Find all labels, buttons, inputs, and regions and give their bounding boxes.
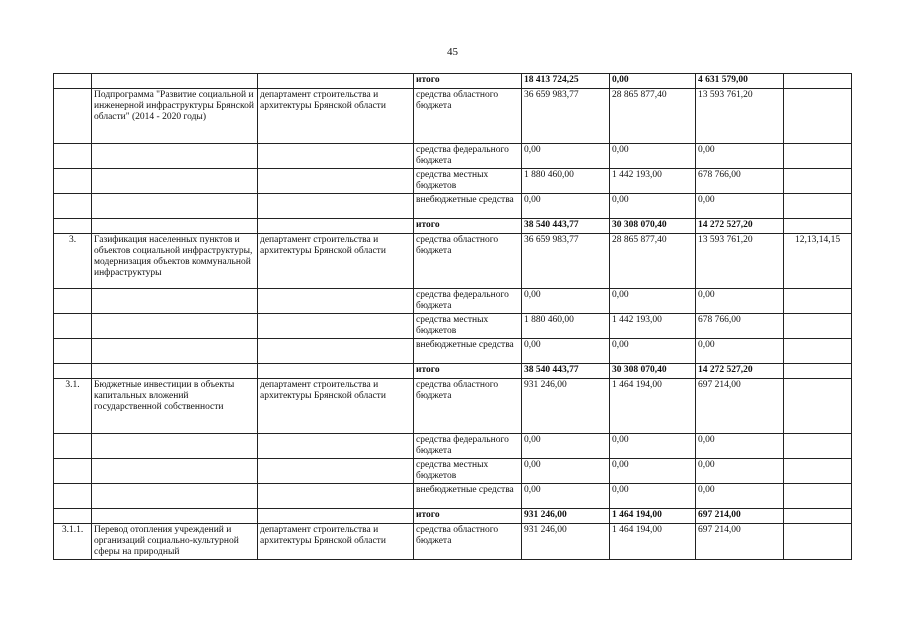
table-row <box>54 169 852 194</box>
cell-executor <box>258 169 414 194</box>
table-row <box>54 379 852 434</box>
cell-name <box>92 314 258 339</box>
cell-num: 3.1. <box>54 379 92 434</box>
cell-year2019: 0,00 <box>610 484 696 509</box>
cell-name: Перевод отопления учреждений и организаций социально-культурной сферы на природный <box>92 524 258 560</box>
cell-year2018: 931 246,00 <box>522 509 610 524</box>
table-row <box>54 434 852 459</box>
cell-year2019: 1 442 193,00 <box>610 169 696 194</box>
cell-indicators <box>784 524 852 560</box>
cell-indicators <box>784 364 852 379</box>
cell-indicators <box>784 379 852 434</box>
cell-name: Подпрограмма "Развитие социальной и инженерной инфраструктуры Брянской области" (2014 - 2020 годы) <box>92 89 258 144</box>
cell-indicators <box>784 144 852 169</box>
cell-name <box>92 194 258 219</box>
cell-source: итого <box>414 364 522 379</box>
cell-year2018: 0,00 <box>522 484 610 509</box>
cell-num <box>54 89 92 144</box>
cell-year2020: 678 766,00 <box>696 169 784 194</box>
cell-year2019: 0,00 <box>610 289 696 314</box>
cell-year2020: 0,00 <box>696 144 784 169</box>
cell-year2019: 1 464 194,00 <box>610 379 696 434</box>
cell-year2019: 0,00 <box>610 339 696 364</box>
table-row <box>54 484 852 509</box>
cell-executor: департамент строительства и архитектуры Брянской области <box>258 234 414 289</box>
cell-source: средства федерального бюджета <box>414 289 522 314</box>
cell-year2018: 0,00 <box>522 434 610 459</box>
cell-executor <box>258 484 414 509</box>
cell-indicators <box>784 89 852 144</box>
cell-num <box>54 364 92 379</box>
table-row <box>54 219 852 234</box>
cell-year2019: 0,00 <box>610 434 696 459</box>
cell-name <box>92 434 258 459</box>
cell-executor <box>258 459 414 484</box>
table-row <box>54 89 852 144</box>
cell-num <box>54 169 92 194</box>
cell-source: итого <box>414 219 522 234</box>
cell-source: средства местных бюджетов <box>414 169 522 194</box>
cell-year2018: 931 246,00 <box>522 379 610 434</box>
cell-year2020: 697 214,00 <box>696 379 784 434</box>
cell-indicators <box>784 509 852 524</box>
cell-year2018: 0,00 <box>522 144 610 169</box>
cell-year2018: 0,00 <box>522 194 610 219</box>
cell-executor: департамент строительства и архитектуры Брянской области <box>258 379 414 434</box>
cell-name <box>92 289 258 314</box>
cell-year2019: 28 865 877,40 <box>610 234 696 289</box>
cell-executor <box>258 194 414 219</box>
cell-name <box>92 74 258 89</box>
cell-year2019: 28 865 877,40 <box>610 89 696 144</box>
cell-indicators <box>784 339 852 364</box>
cell-num <box>54 74 92 89</box>
cell-executor <box>258 314 414 339</box>
cell-year2020: 0,00 <box>696 459 784 484</box>
table-row <box>54 339 852 364</box>
cell-year2020: 678 766,00 <box>696 314 784 339</box>
cell-year2018: 0,00 <box>522 459 610 484</box>
cell-year2019: 0,00 <box>610 194 696 219</box>
table-row <box>54 509 852 524</box>
cell-source: средства федерального бюджета <box>414 144 522 169</box>
cell-source: внебюджетные средства <box>414 194 522 219</box>
cell-indicators <box>784 434 852 459</box>
cell-year2020: 13 593 761,20 <box>696 89 784 144</box>
table-row <box>54 234 852 289</box>
table-row <box>54 194 852 219</box>
cell-source: средства областного бюджета <box>414 524 522 560</box>
cell-indicators <box>784 74 852 89</box>
cell-year2018: 18 413 724,25 <box>522 74 610 89</box>
cell-year2020: 13 593 761,20 <box>696 234 784 289</box>
cell-num <box>54 434 92 459</box>
cell-executor <box>258 434 414 459</box>
cell-executor <box>258 509 414 524</box>
cell-num <box>54 509 92 524</box>
cell-name <box>92 219 258 234</box>
cell-year2019: 0,00 <box>610 144 696 169</box>
cell-year2020: 0,00 <box>696 339 784 364</box>
cell-source: итого <box>414 509 522 524</box>
cell-indicators <box>784 314 852 339</box>
table-row <box>54 314 852 339</box>
cell-source: внебюджетные средства <box>414 484 522 509</box>
cell-executor <box>258 339 414 364</box>
cell-name <box>92 144 258 169</box>
cell-executor <box>258 289 414 314</box>
cell-executor <box>258 74 414 89</box>
cell-year2020: 0,00 <box>696 289 784 314</box>
cell-name: Газификация населенных пунктов и объектов социальной инфраструктуры, модернизация объектов коммунальной инфраструктуры <box>92 234 258 289</box>
table-row <box>54 144 852 169</box>
cell-name <box>92 364 258 379</box>
cell-num <box>54 194 92 219</box>
cell-year2018: 931 246,00 <box>522 524 610 560</box>
cell-source: средства местных бюджетов <box>414 314 522 339</box>
cell-num <box>54 219 92 234</box>
cell-year2018: 1 880 460,00 <box>522 314 610 339</box>
cell-year2019: 30 308 070,40 <box>610 219 696 234</box>
cell-year2019: 0,00 <box>610 459 696 484</box>
cell-year2018: 36 659 983,77 <box>522 89 610 144</box>
cell-year2018: 38 540 443,77 <box>522 364 610 379</box>
cell-name <box>92 169 258 194</box>
cell-indicators <box>784 219 852 234</box>
cell-year2018: 0,00 <box>522 289 610 314</box>
page-number: 45 <box>447 46 458 58</box>
cell-num <box>54 459 92 484</box>
cell-name <box>92 484 258 509</box>
cell-name <box>92 339 258 364</box>
cell-indicators <box>784 169 852 194</box>
cell-year2020: 0,00 <box>696 484 784 509</box>
cell-num <box>54 144 92 169</box>
cell-indicators <box>784 289 852 314</box>
cell-year2019: 1 464 194,00 <box>610 509 696 524</box>
cell-source: внебюджетные средства <box>414 339 522 364</box>
cell-year2018: 36 659 983,77 <box>522 234 610 289</box>
cell-source: средства областного бюджета <box>414 234 522 289</box>
cell-year2020: 4 631 579,00 <box>696 74 784 89</box>
cell-year2020: 697 214,00 <box>696 524 784 560</box>
cell-year2019: 1 442 193,00 <box>610 314 696 339</box>
table-row <box>54 459 852 484</box>
cell-year2018: 38 540 443,77 <box>522 219 610 234</box>
cell-year2020: 697 214,00 <box>696 509 784 524</box>
cell-year2020: 14 272 527,20 <box>696 219 784 234</box>
cell-name: Бюджетные инвестиции в объекты капитальных вложений государственной собственности <box>92 379 258 434</box>
cell-source: итого <box>414 74 522 89</box>
cell-source: средства областного бюджета <box>414 379 522 434</box>
cell-executor <box>258 364 414 379</box>
cell-num <box>54 339 92 364</box>
cell-year2018: 1 880 460,00 <box>522 169 610 194</box>
cell-indicators <box>784 459 852 484</box>
cell-year2019: 0,00 <box>610 74 696 89</box>
cell-year2019: 1 464 194,00 <box>610 524 696 560</box>
cell-executor <box>258 219 414 234</box>
cell-executor: департамент строительства и архитектуры Брянской области <box>258 89 414 144</box>
table-row <box>54 289 852 314</box>
cell-num: 3. <box>54 234 92 289</box>
cell-executor <box>258 144 414 169</box>
cell-indicators <box>784 194 852 219</box>
table-row <box>54 74 852 89</box>
table-row <box>54 524 852 560</box>
budget-table <box>53 73 852 560</box>
cell-num <box>54 314 92 339</box>
cell-name <box>92 459 258 484</box>
cell-year2020: 0,00 <box>696 194 784 219</box>
cell-year2018: 0,00 <box>522 339 610 364</box>
cell-name <box>92 509 258 524</box>
table-row <box>54 364 852 379</box>
cell-indicators <box>784 484 852 509</box>
cell-indicators: 12,13,14,15 <box>784 234 852 289</box>
cell-year2019: 30 308 070,40 <box>610 364 696 379</box>
cell-num <box>54 484 92 509</box>
cell-source: средства местных бюджетов <box>414 459 522 484</box>
cell-year2020: 0,00 <box>696 434 784 459</box>
cell-source: средства федерального бюджета <box>414 434 522 459</box>
cell-num: 3.1.1. <box>54 524 92 560</box>
cell-source: средства областного бюджета <box>414 89 522 144</box>
cell-year2020: 14 272 527,20 <box>696 364 784 379</box>
cell-num <box>54 289 92 314</box>
cell-executor: департамент строительства и архитектуры Брянской области <box>258 524 414 560</box>
